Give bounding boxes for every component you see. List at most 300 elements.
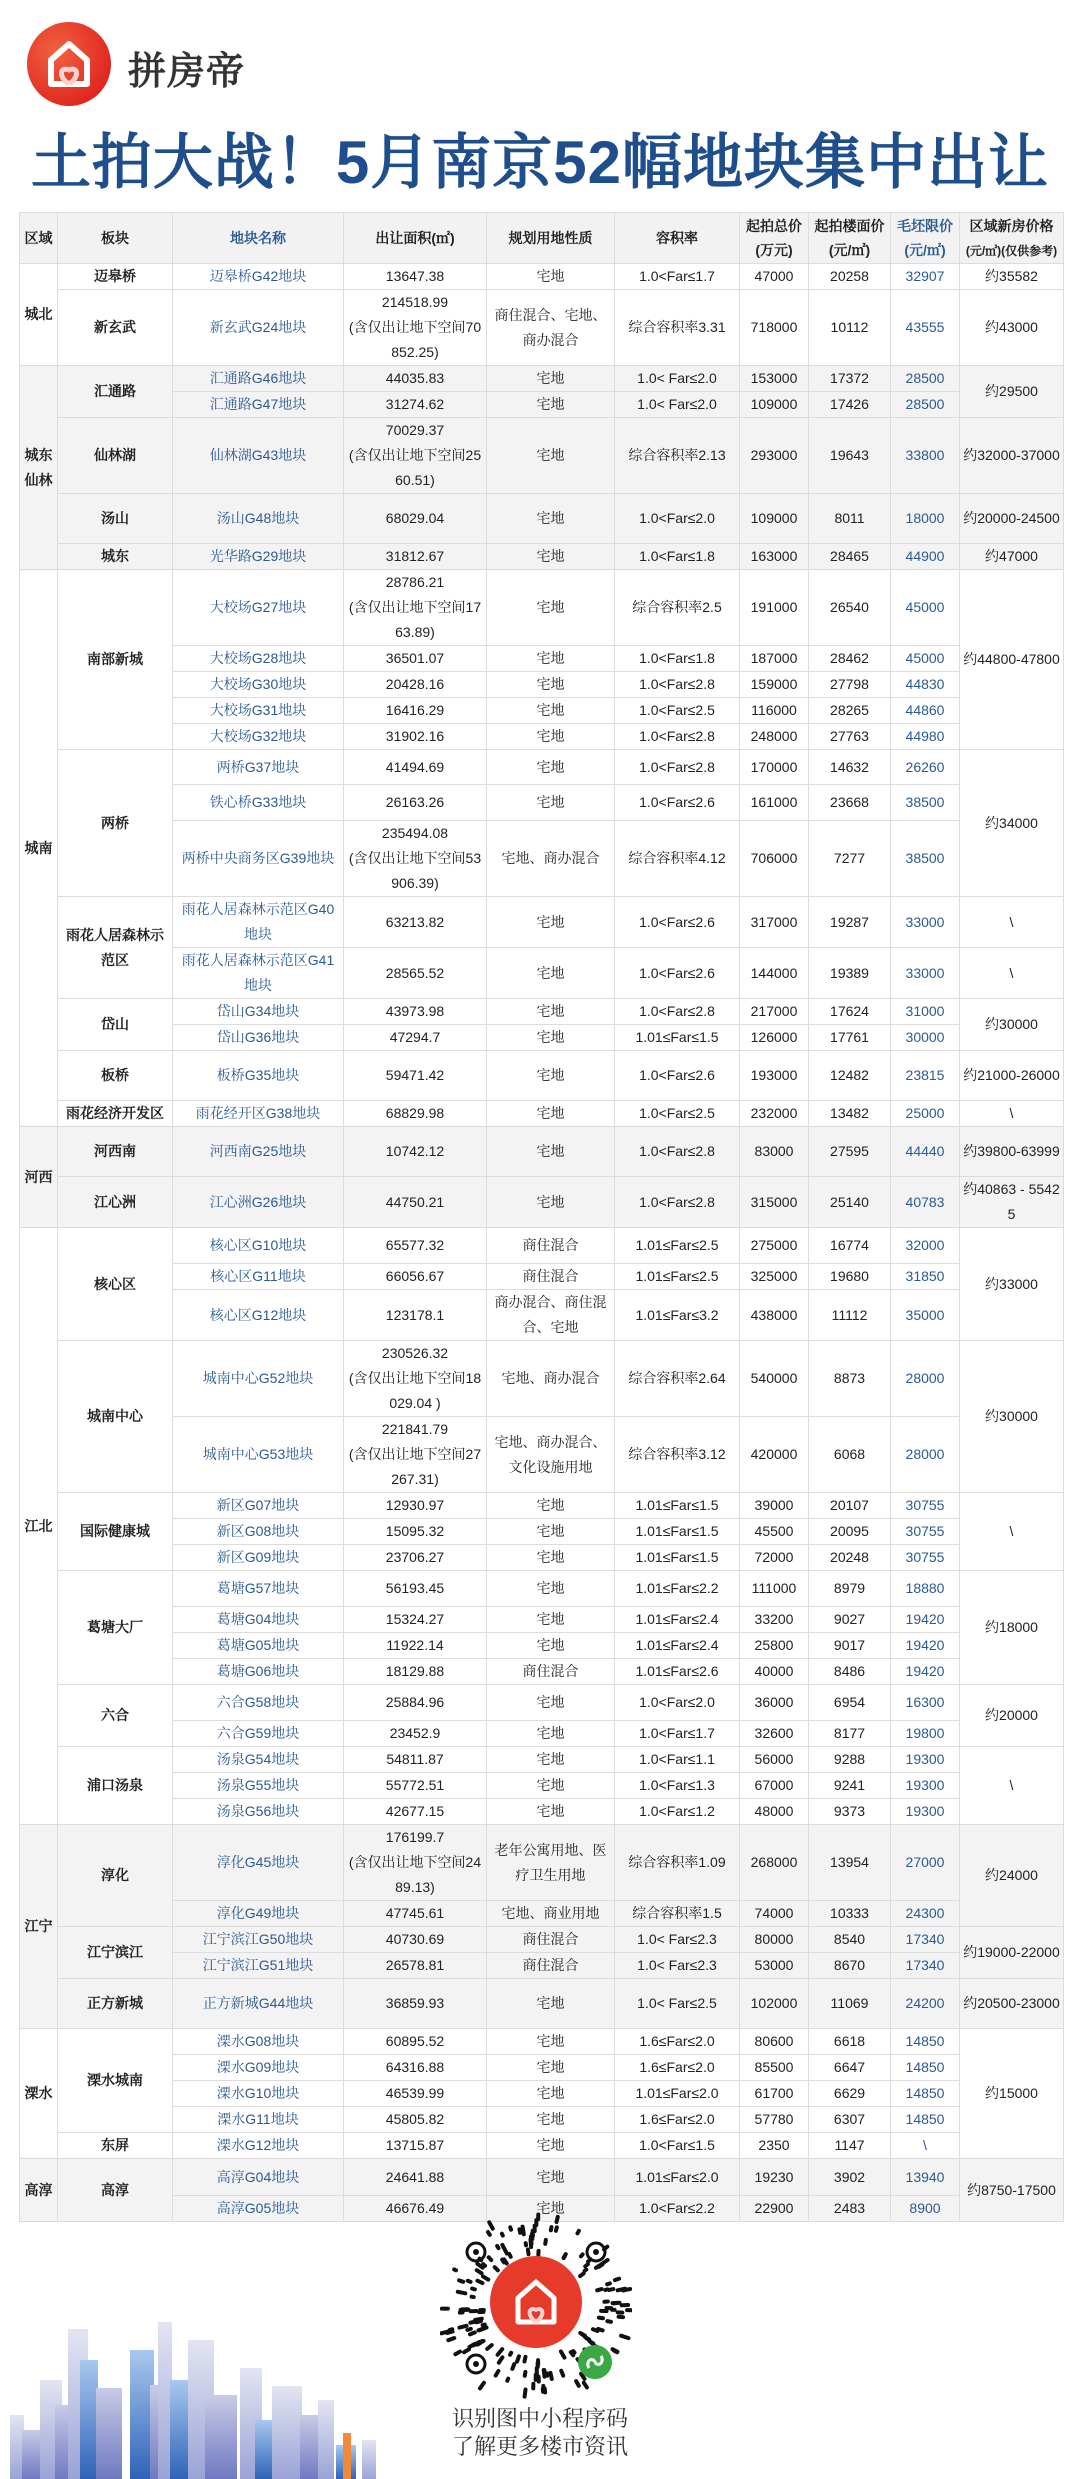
start-total-text: 159000	[750, 676, 798, 692]
land-use-cell	[487, 1607, 615, 1633]
parcel-name-text: 淳化G45地块	[216, 1854, 300, 1870]
parcel-name-cell[interactable]	[173, 1799, 344, 1825]
price-cap-cell	[891, 821, 960, 897]
far-text: 1.0<Far≤2.6	[639, 1067, 715, 1083]
board-text: 高淳	[101, 2181, 129, 2198]
start-floor-cell	[809, 290, 891, 366]
parcel-name-cell[interactable]	[173, 948, 344, 999]
parcel-name-cell[interactable]	[173, 2055, 344, 2081]
table-row	[20, 2107, 1064, 2133]
start-total-cell	[740, 1264, 809, 1290]
price-cap-cell	[891, 1747, 960, 1773]
table-row	[20, 1290, 1064, 1341]
board-text: 河西南	[94, 1143, 136, 1159]
far-cell	[615, 1228, 740, 1264]
parcel-name-text: 江宁滨江G51地块	[202, 1957, 314, 1973]
area-cell	[344, 1773, 487, 1799]
land-use-cell	[487, 1417, 615, 1493]
parcel-name-cell[interactable]	[173, 2029, 344, 2055]
parcel-name-text: 大校场G27地块	[209, 599, 307, 615]
region-price-cell	[960, 1177, 1064, 1228]
start-floor-text: 27595	[830, 1143, 869, 1159]
board-text: 东屏	[101, 2137, 129, 2153]
parcel-name-cell[interactable]	[173, 1264, 344, 1290]
start-total-cell	[740, 999, 809, 1025]
parcel-name-cell[interactable]	[173, 672, 344, 698]
table-row	[20, 1571, 1064, 1607]
parcel-name-cell[interactable]	[173, 2107, 344, 2133]
price-cap-cell	[891, 1177, 960, 1228]
start-total-text: 438000	[750, 1306, 798, 1323]
qr-module	[497, 2246, 498, 2248]
qr-module	[489, 2257, 492, 2260]
land-use-text: 宅地	[536, 1637, 565, 1653]
start-floor-text: 7277	[833, 850, 866, 866]
qr-module	[584, 2383, 587, 2388]
far-text: 1.01≤Far≤2.5	[635, 1268, 719, 1284]
region-cell	[20, 366, 58, 570]
qr-module	[525, 2372, 526, 2376]
table-row	[20, 1228, 1064, 1264]
start-floor-cell	[809, 1493, 891, 1519]
start-total-cell	[740, 1545, 809, 1571]
price-cap-cell	[891, 785, 960, 821]
parcel-name-cell[interactable]	[173, 785, 344, 821]
area-text: 235494.08	[381, 825, 449, 841]
parcel-name-cell[interactable]	[173, 1721, 344, 1747]
parcel-name-text: 城南中心G53地块	[202, 1446, 314, 1462]
table-row	[20, 1341, 1064, 1417]
parcel-name-text: 两桥中央商务区G39地块	[181, 850, 335, 866]
land-use-cell	[487, 785, 615, 821]
parcel-name-cell[interactable]	[173, 1228, 344, 1264]
table-row	[20, 366, 1064, 392]
board-cell	[58, 1571, 173, 1685]
area-cell	[344, 750, 487, 785]
start-floor-text: 6068	[833, 1446, 866, 1462]
start-total-text: 170000	[750, 758, 798, 775]
qr-module	[580, 2273, 584, 2276]
board-text: 六合	[101, 1707, 129, 1723]
far-cell	[615, 948, 740, 999]
parcel-name-cell[interactable]	[173, 366, 344, 392]
parcel-name-cell[interactable]	[173, 1607, 344, 1633]
start-floor-cell	[809, 1341, 891, 1417]
parcel-name-text: 岱山G34地块	[216, 1003, 300, 1019]
parcel-name-text: 汇通路G46地块	[209, 370, 307, 386]
area-cell	[344, 724, 487, 750]
qr-module	[454, 2269, 456, 2270]
far-cell	[615, 999, 740, 1025]
table-row	[20, 1101, 1064, 1127]
parcel-name-cell[interactable]	[173, 1685, 344, 1721]
qr-module	[550, 2373, 551, 2379]
area-cell	[344, 1519, 487, 1545]
parcel-name-text: 葛塘G05地块	[216, 1637, 300, 1653]
land-use-cell	[487, 999, 615, 1025]
board-text: 溧水城南	[87, 2072, 143, 2088]
parcel-name-cell[interactable]	[173, 2196, 344, 2222]
price-cap-cell	[891, 1901, 960, 1927]
far-text: 1.0< Far≤2.0	[637, 370, 717, 386]
start-floor-cell	[809, 1927, 891, 1953]
board-text: 两桥	[101, 814, 129, 831]
start-total-cell	[740, 1341, 809, 1417]
land-use-cell	[487, 2081, 615, 2107]
parcel-name-cell[interactable]	[173, 1127, 344, 1177]
area-text: 25884.96	[385, 1694, 445, 1710]
parcel-name-cell[interactable]	[173, 570, 344, 646]
region-price-text: 约21000-26000	[963, 1067, 1060, 1083]
board-text: 葛塘大厂	[87, 1619, 143, 1635]
qr-module	[607, 2283, 610, 2284]
far-text: 1.01≤Far≤2.4	[635, 1637, 719, 1653]
parcel-name-cell[interactable]	[173, 494, 344, 544]
area-text: 20428.16	[385, 676, 445, 692]
start-total-text: 163000	[750, 548, 798, 564]
price-cap-text: 28000	[905, 1370, 945, 1386]
start-floor-text: 20095	[830, 1523, 869, 1539]
start-total-cell	[740, 1025, 809, 1051]
table-row	[20, 494, 1064, 544]
parcel-name-cell[interactable]	[173, 1051, 344, 1101]
price-cap-cell	[891, 1101, 960, 1127]
land-use-text: 宅地	[536, 1725, 565, 1741]
land-use-text: 宅地、商办混合	[501, 850, 600, 866]
region-cell	[20, 1825, 58, 2029]
start-total-text: 2350	[758, 2137, 790, 2153]
far-text: 1.0< Far≤2.5	[637, 1995, 717, 2011]
far-cell	[615, 1979, 740, 2029]
start-total-cell	[740, 1127, 809, 1177]
table-row	[20, 2029, 1064, 2055]
area-cell	[344, 1290, 487, 1341]
price-cap-cell	[891, 418, 960, 494]
far-text: 1.0<Far≤1.3	[639, 1777, 715, 1793]
parcel-name-cell[interactable]	[173, 724, 344, 750]
area-text: 123178.1	[385, 1306, 445, 1323]
qr-module	[593, 2329, 598, 2331]
qr-module	[571, 2352, 573, 2355]
region-price-cell	[960, 1747, 1064, 1825]
far-text: 1.0<Far≤2.8	[639, 1193, 715, 1210]
table-header-row	[20, 213, 1064, 264]
start-floor-cell	[809, 1747, 891, 1773]
qr-module	[496, 2371, 499, 2376]
land-use-text: 宅地	[536, 2200, 565, 2216]
parcel-name-cell[interactable]	[173, 1901, 344, 1927]
parcel-name-cell[interactable]	[173, 698, 344, 724]
parcel-name-cell[interactable]	[173, 1177, 344, 1228]
start-floor-text: 27798	[830, 676, 869, 692]
far-cell	[615, 1417, 740, 1493]
start-total-text: 540000	[750, 1370, 798, 1386]
start-floor-text: 9288	[833, 1751, 866, 1767]
parcel-name-cell[interactable]	[173, 1979, 344, 2029]
price-cap-text: 32907	[905, 268, 945, 284]
far-text: 1.01≤Far≤1.5	[635, 1523, 719, 1539]
start-floor-text: 8873	[833, 1370, 866, 1386]
start-floor-text: 17624	[830, 1003, 869, 1019]
land-use-cell	[487, 1799, 615, 1825]
region-text: 河西	[24, 1168, 53, 1185]
qr-module	[602, 2260, 608, 2264]
area-text: 59471.42	[385, 1067, 445, 1083]
region-price-cell	[960, 290, 1064, 366]
qr-module	[609, 2289, 613, 2290]
qr-module	[495, 2267, 498, 2270]
far-text: 1.6≤Far≤2.0	[639, 2111, 715, 2127]
qr-module	[607, 2321, 611, 2322]
parcel-name-text: 新区G09地块	[216, 1549, 300, 1565]
far-text: 1.0<Far≤2.8	[639, 758, 715, 775]
far-cell	[615, 392, 740, 418]
parcel-name-cell[interactable]	[173, 2159, 344, 2196]
far-text: 1.0<Far≤2.5	[639, 702, 715, 718]
parcel-name-text: 大校场G28地块	[209, 650, 307, 666]
parcel-name-cell[interactable]	[173, 2133, 344, 2159]
start-floor-cell	[809, 1979, 891, 2029]
parcel-name-cell[interactable]	[173, 1519, 344, 1545]
far-text: 综合容积率1.5	[632, 1905, 722, 1921]
land-use-cell	[487, 698, 615, 724]
start-total-cell	[740, 1927, 809, 1953]
land-use-text: 宅地	[536, 650, 565, 666]
start-floor-cell	[809, 821, 891, 897]
area-note-text: (含仅出让地下空间2560.51)	[348, 447, 482, 488]
start-floor-cell	[809, 698, 891, 724]
table-row	[20, 2055, 1064, 2081]
area-cell	[344, 1721, 487, 1747]
far-text: 1.0<Far≤2.8	[639, 1003, 715, 1019]
board-cell	[58, 366, 173, 418]
parcel-name-cell[interactable]	[173, 1633, 344, 1659]
start-floor-text: 28462	[830, 650, 869, 666]
start-floor-text: 20248	[830, 1549, 869, 1565]
table-row	[20, 1659, 1064, 1685]
parcel-name-cell[interactable]	[173, 2081, 344, 2107]
start-floor-text: 19287	[830, 913, 869, 930]
start-total-text: 61700	[754, 2085, 794, 2101]
region-price-cell	[960, 366, 1064, 418]
qr-module	[477, 2270, 482, 2273]
land-use-cell	[487, 646, 615, 672]
parcel-name-cell[interactable]	[173, 392, 344, 418]
board-cell	[58, 2159, 173, 2222]
parcel-name-cell[interactable]	[173, 544, 344, 570]
start-floor-text: 19680	[830, 1268, 869, 1284]
board-text: 淳化	[101, 1867, 129, 1883]
start-total-text: 248000	[750, 728, 798, 744]
start-total-cell	[740, 1051, 809, 1101]
parcel-name-cell[interactable]	[173, 418, 344, 494]
start-floor-cell	[809, 1633, 891, 1659]
qr-module	[488, 2232, 490, 2235]
board-cell	[58, 1747, 173, 1825]
price-cap-cell	[891, 366, 960, 392]
far-text: 1.6≤Far≤2.0	[639, 2033, 715, 2049]
start-total-text: 111000	[751, 1580, 797, 1596]
qr-module	[480, 2383, 484, 2389]
qr-module	[605, 2289, 607, 2290]
table-row	[20, 1799, 1064, 1825]
parcel-name-cell[interactable]	[173, 1101, 344, 1127]
price-cap-cell	[891, 544, 960, 570]
qr-module	[510, 2353, 511, 2355]
parcel-name-text: 正方新城G44地块	[202, 1995, 314, 2011]
qr-module	[489, 2222, 492, 2228]
start-floor-cell	[809, 1953, 891, 1979]
area-cell	[344, 366, 487, 392]
parcel-name-cell[interactable]	[173, 1773, 344, 1799]
far-text: 综合容积率3.12	[628, 1446, 726, 1462]
price-cap-cell	[891, 1290, 960, 1341]
parcel-name-cell[interactable]	[173, 1571, 344, 1607]
price-cap-cell	[891, 2107, 960, 2133]
area-cell	[344, 785, 487, 821]
price-cap-text: 35000	[905, 1306, 945, 1323]
parcel-name-cell[interactable]	[173, 1953, 344, 1979]
area-cell	[344, 1228, 487, 1264]
price-cap-cell	[891, 724, 960, 750]
price-cap-text: 24200	[905, 1995, 945, 2011]
price-cap-cell	[891, 1519, 960, 1545]
area-text: 31902.16	[385, 728, 445, 744]
far-text: 1.0<Far≤2.8	[639, 1143, 715, 1159]
table-row	[20, 1721, 1064, 1747]
start-total-text: 39000	[754, 1497, 794, 1513]
area-text: 31812.67	[385, 548, 445, 564]
far-cell	[615, 1051, 740, 1101]
start-total-text: 317000	[750, 913, 798, 930]
land-use-text: 宅地	[536, 268, 565, 284]
land-use-text: 商住混合	[522, 1957, 579, 1973]
parcel-name-cell[interactable]	[173, 1493, 344, 1519]
land-use-text: 商住混合	[522, 1931, 579, 1947]
board-text: 仙林湖	[94, 447, 136, 463]
area-text: 13647.38	[385, 268, 445, 284]
start-floor-cell	[809, 2055, 891, 2081]
land-use-cell	[487, 1927, 615, 1953]
price-cap-text: 19420	[905, 1611, 945, 1627]
parcel-name-text: 河西南G25地块	[209, 1143, 307, 1159]
parcel-name-text: 葛塘G04地块	[216, 1611, 300, 1627]
start-total-text: 144000	[750, 964, 798, 981]
parcel-name-cell[interactable]	[173, 1290, 344, 1341]
region-price-text: \	[1009, 964, 1014, 981]
parcel-name-cell[interactable]	[173, 1927, 344, 1953]
start-floor-text: 8486	[833, 1663, 866, 1679]
parcel-name-text: 六合G58地块	[216, 1694, 300, 1710]
start-floor-text: 3902	[833, 2168, 866, 2185]
land-use-cell	[487, 1025, 615, 1051]
start-total-cell	[740, 1493, 809, 1519]
start-total-cell	[740, 2107, 809, 2133]
parcel-name-cell[interactable]	[173, 1025, 344, 1051]
start-total-cell	[740, 290, 809, 366]
parcel-name-cell[interactable]	[173, 1825, 344, 1901]
far-cell	[615, 821, 740, 897]
start-floor-cell	[809, 1519, 891, 1545]
parcel-name-text: 汤泉G56地块	[216, 1803, 300, 1819]
area-cell	[344, 1607, 487, 1633]
land-use-cell	[487, 1721, 615, 1747]
parcel-name-cell[interactable]	[173, 1417, 344, 1493]
price-cap-cell	[891, 1228, 960, 1264]
qr-module	[556, 2227, 557, 2231]
area-cell	[344, 2107, 487, 2133]
area-cell	[344, 2081, 487, 2107]
price-cap-text: 30755	[905, 1549, 945, 1565]
parcel-name-cell[interactable]	[173, 264, 344, 290]
qr-module	[448, 2338, 454, 2340]
price-cap-text: 27000	[905, 1854, 945, 1870]
region-price-text: 约15000	[985, 2085, 1038, 2101]
board-cell	[58, 1927, 173, 1979]
land-use-cell	[487, 1685, 615, 1721]
parcel-name-cell[interactable]	[173, 1545, 344, 1571]
area-cell	[344, 392, 487, 418]
parcel-name-cell[interactable]	[173, 646, 344, 672]
price-cap-text: 18880	[905, 1580, 945, 1596]
area-cell	[344, 1633, 487, 1659]
area-cell	[344, 999, 487, 1025]
parcel-name-cell[interactable]	[173, 290, 344, 366]
start-floor-text: 9373	[833, 1803, 866, 1819]
parcel-name-cell[interactable]	[173, 1659, 344, 1685]
start-total-cell	[740, 1901, 809, 1927]
start-floor-cell	[809, 1901, 891, 1927]
land-use-cell	[487, 366, 615, 392]
board-cell	[58, 1101, 173, 1127]
start-total-cell	[740, 494, 809, 544]
area-text: 10742.12	[385, 1143, 445, 1159]
far-text: 1.0<Far≤2.0	[639, 1694, 715, 1710]
parcel-name-cell[interactable]	[173, 1747, 344, 1773]
area-text: 47745.61	[385, 1905, 445, 1921]
area-cell	[344, 494, 487, 544]
land-use-text: 宅地	[536, 702, 565, 718]
region-price-text: \	[1009, 913, 1014, 930]
qr-module	[544, 2370, 545, 2374]
start-total-cell	[740, 948, 809, 999]
qr-module	[614, 2351, 617, 2353]
table-row	[20, 1747, 1064, 1773]
region-text: 溧水	[24, 2085, 53, 2101]
board-cell	[58, 1177, 173, 1228]
region-price-cell	[960, 2159, 1064, 2222]
table-row	[20, 821, 1064, 897]
table-row	[20, 698, 1064, 724]
start-total-cell	[740, 1228, 809, 1264]
qr-module	[557, 2217, 558, 2222]
start-total-text: 126000	[750, 1029, 798, 1045]
start-floor-text: 20107	[830, 1497, 869, 1513]
parcel-name-cell[interactable]	[173, 1341, 344, 1417]
parcel-name-cell[interactable]	[173, 897, 344, 948]
start-total-text: 718000	[750, 319, 798, 335]
start-floor-cell	[809, 1417, 891, 1493]
price-cap-cell	[891, 999, 960, 1025]
board-text: 雨花人居森林示范区	[66, 926, 164, 968]
parcel-name-text: 新玄武G24地块	[209, 319, 307, 335]
parcel-name-cell[interactable]	[173, 999, 344, 1025]
parcel-name-cell[interactable]	[173, 750, 344, 785]
parcel-name-cell[interactable]	[173, 821, 344, 897]
qr-module	[561, 2371, 563, 2376]
start-floor-text: 23668	[830, 794, 869, 810]
parcel-name-text: 六合G59地块	[216, 1725, 300, 1741]
